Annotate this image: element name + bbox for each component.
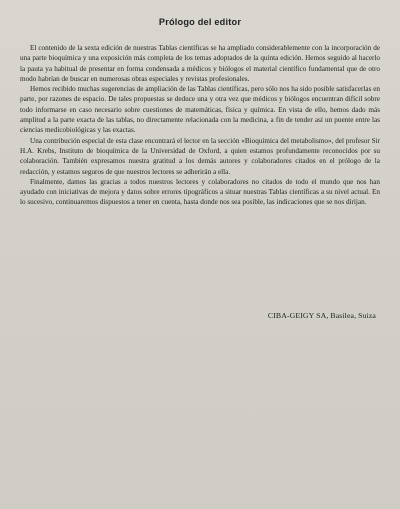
document-body — [20, 43, 380, 208]
paragraph-3: Una contribución especial de esta clase encontrará el lector en la sección «Bioquímica del metabolismo», del profesor Sir H.A. Krebs, Instituto de bioquímica de la Universidad de Oxford, a quien estamos profundamente reconocidos por su colaboración. También expresamos nuestra gratitud a los demás autores y colaboradores citados en el prólogo de la redacción, y estamos seguros de que nuestros lectores se adherirán a ella. — [20, 136, 380, 176]
signature: CIBA-GEIGY SA, Basilea, Suiza — [267, 311, 376, 320]
paragraph-2: Hemos recibido muchas sugerencias de ampliación de las Tablas científicas, pero sólo nos ha sido posible satisfacerlas en parte, por razones de espacio. De tales propuestas se deduce una y otra vez que médicos y biólogos encuentran difícil sobre todo informarse en caso necesario sobre cuestiones de matemáticas, física y química. En vista de ello, hemos dado más amplitud a la parte exacta de las tablas, no directamente relacionada con la medicina, a fin de tender así un puente entre las ciencias medicobiológicas y las exactas. — [20, 85, 380, 135]
page-title: Prólogo del editor — [158, 17, 242, 27]
paragraph-1: El contenido de la sexta edición de nuestras Tablas científicas se ha ampliado considerablemente con la incorporación de una parte bioquímica y una exposición más completa de los temas adoptados de la quinta edición. Hemos seguido al hacerlo la pauta ya habitual de presentar en forma condensada a médicos y biólogos el material científico fundamental que de otro modo habrían de buscar en numerosas obras especiales y revistas profesionales. — [20, 44, 380, 83]
paragraph-4: Finalmente, damos las gracias a todos nuestros lectores y colaboradores no citados de todo el mundo que nos han ayudado con iniciativas de mejora y datos sobre errores tipográficos a situar nuestras Tablas científicas a su nivel actual. En lo sucesivo, continuaremos dispuestos a tener en cuenta, hasta donde nos sea posible, las indicaciones que se nos dirijan. — [20, 177, 380, 207]
